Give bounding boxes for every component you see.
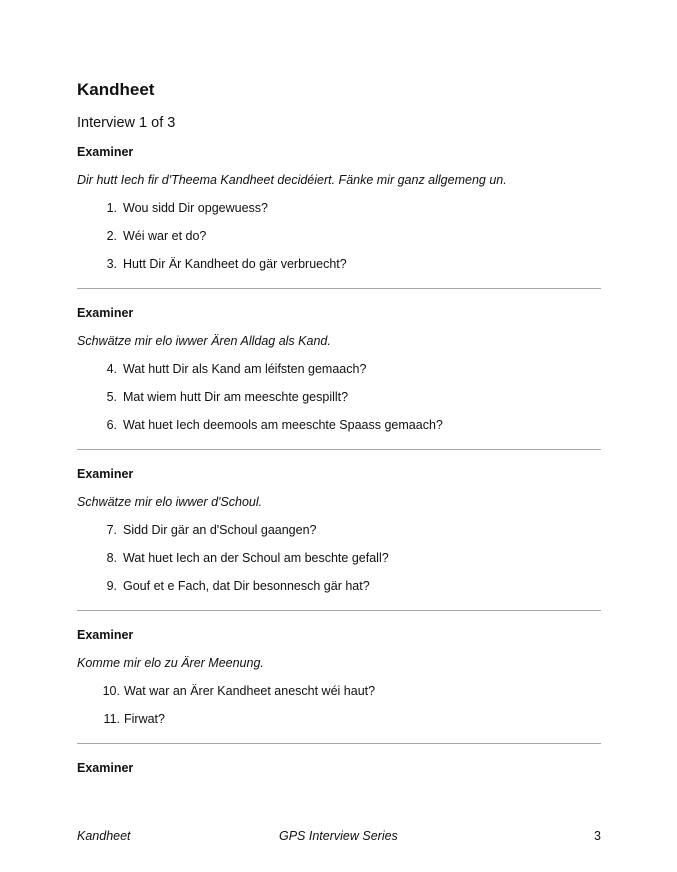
question-item xyxy=(77,200,601,216)
section-divider xyxy=(77,449,601,450)
question-text: Firwat? xyxy=(124,712,165,726)
question-item xyxy=(77,711,601,727)
question-number: 6. xyxy=(106,418,117,432)
section-1 xyxy=(77,144,601,272)
question-text: Mat wiem hutt Dir am meeschte gespillt? xyxy=(123,390,349,404)
question-number: 11. xyxy=(103,712,120,726)
question-item xyxy=(77,228,601,244)
speaker-label: Examiner xyxy=(77,145,134,159)
question-number: 4. xyxy=(106,362,117,376)
question-item xyxy=(77,550,601,566)
section-2 xyxy=(77,305,601,433)
question-item xyxy=(77,522,601,538)
section-divider xyxy=(77,743,601,744)
section-5 xyxy=(77,760,601,776)
question-list xyxy=(77,361,601,433)
question-number: 7. xyxy=(106,523,117,537)
question-list xyxy=(77,200,601,272)
question-number: 10. xyxy=(102,684,120,698)
section-4 xyxy=(77,627,601,727)
section-3 xyxy=(77,466,601,594)
question-text: Hutt Dir Är Kandheet do gär verbruecht? xyxy=(123,257,347,271)
examiner-prompt: Dir hutt Iech fir d'Theema Kandheet decidéiert. Fänke mir ganz allgemeng un. xyxy=(77,173,507,187)
section-divider xyxy=(77,288,601,289)
question-item xyxy=(77,389,601,405)
examiner-prompt: Schwätze mir elo iwwer d'Schoul. xyxy=(77,495,263,509)
interview-subtitle: Interview 1 of 3 xyxy=(77,115,176,131)
examiner-prompt: Komme mir elo zu Ärer Meenung. xyxy=(77,656,264,670)
question-list xyxy=(77,522,601,594)
speaker-label: Examiner xyxy=(77,467,134,481)
question-number: 8. xyxy=(106,551,117,565)
examiner-prompt: Schwätze mir elo iwwer Ären Alldag als Kand. xyxy=(77,334,331,348)
footer-series: GPS Interview Series xyxy=(279,829,398,843)
question-item xyxy=(77,578,601,594)
question-number: 2. xyxy=(106,229,117,243)
question-number: 3. xyxy=(106,257,117,271)
question-text: Wat huet Iech deemools am meeschte Spaass gemaach? xyxy=(123,418,443,432)
page-content xyxy=(77,80,601,776)
question-text: Wat huet Iech an der Schoul am beschte gefall? xyxy=(123,551,389,565)
section-divider xyxy=(77,610,601,611)
speaker-label: Examiner xyxy=(77,306,134,320)
document-title: Kandheet xyxy=(77,80,155,99)
question-number: 1. xyxy=(106,201,117,215)
question-text: Wéi war et do? xyxy=(123,229,207,243)
question-item xyxy=(77,256,601,272)
speaker-label: Examiner xyxy=(77,628,134,642)
question-number: 5. xyxy=(106,390,117,404)
question-text: Sidd Dir gär an d'Schoul gaangen? xyxy=(123,523,317,537)
question-item xyxy=(77,361,601,377)
question-text: Gouf et e Fach, dat Dir besonnesch gär hat? xyxy=(123,579,370,593)
question-text: Wat hutt Dir als Kand am léifsten gemaach? xyxy=(123,362,367,376)
question-text: Wou sidd Dir opgewuess? xyxy=(123,201,268,215)
page-number: 3 xyxy=(594,829,601,843)
question-item xyxy=(77,417,601,433)
speaker-label: Examiner xyxy=(77,761,134,775)
question-number: 9. xyxy=(106,579,117,593)
question-item xyxy=(77,683,601,699)
footer-topic: Kandheet xyxy=(77,829,131,843)
question-list xyxy=(77,683,601,727)
question-text: Wat war an Ärer Kandheet anescht wéi haut? xyxy=(124,684,376,698)
